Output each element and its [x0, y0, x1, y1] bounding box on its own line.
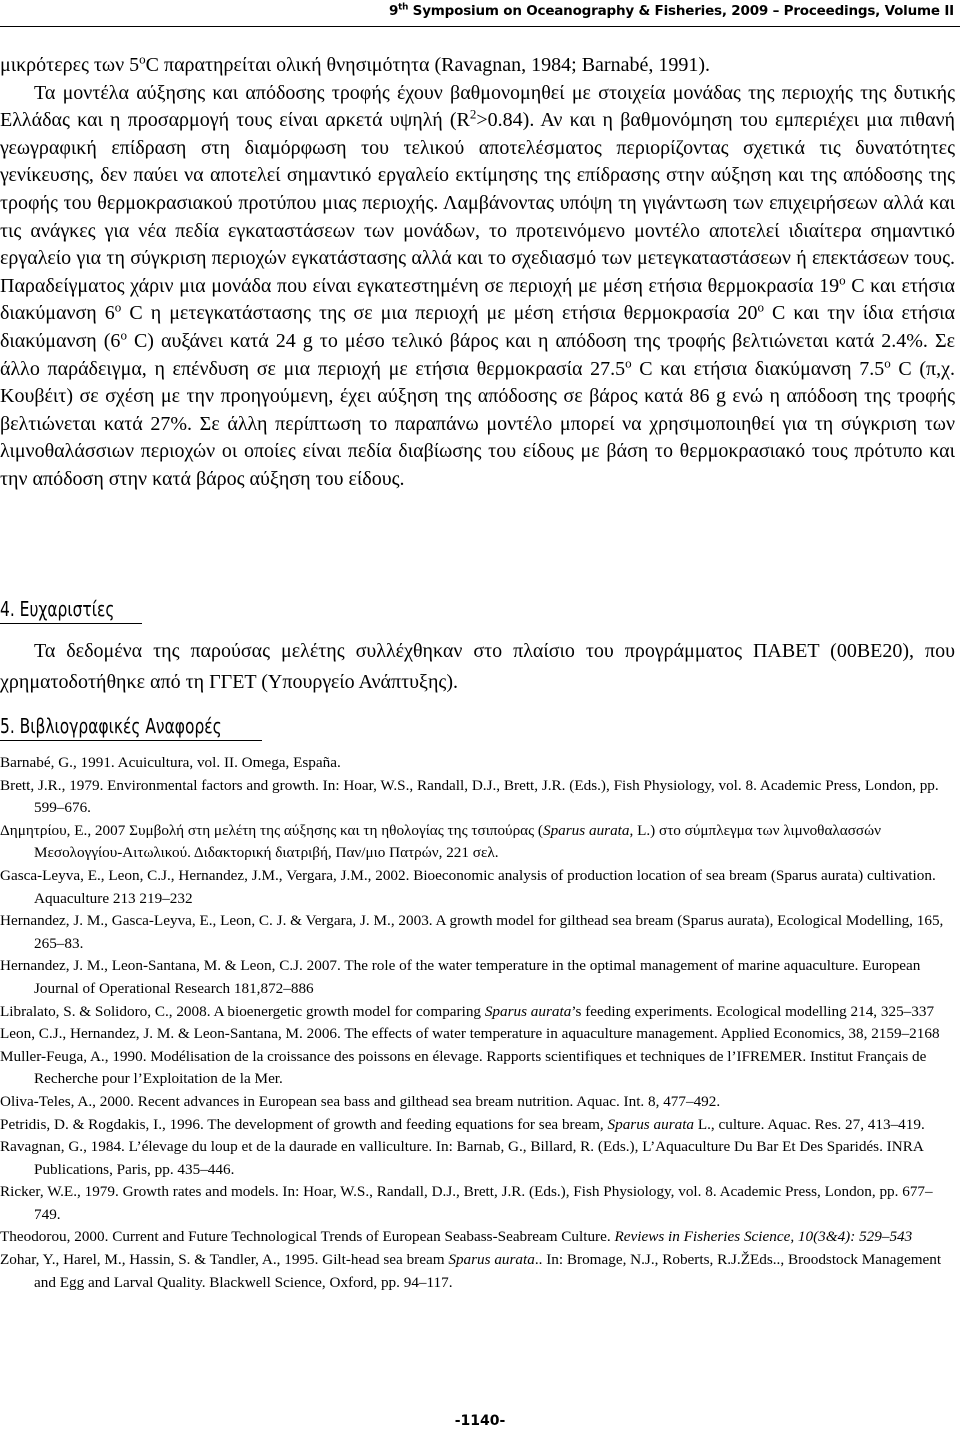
reference-item	[0, 1046, 955, 1091]
reference-text: Barnabé, G., 1991. Acuicultura, vol. II. Omega, España.	[0, 754, 341, 771]
reference-item	[0, 752, 955, 775]
reference-text: Gasca-Leyva, E., Leon, C.J., Hernandez, J.M., Vergara, J.M., 2002. Bioeconomic analysis of production location of sea bream (Sparus aurata) cultivation. Aquaculture 213 219–232	[0, 866, 936, 907]
paragraph-1	[0, 52, 955, 80]
reference-text: Δημητρίου, Ε., 2007 Συμβολή στη μελέτη της αύξησης και τη ηθολογίας της τσιπούρας (	[0, 821, 543, 839]
header-rule	[0, 26, 960, 27]
reference-text: Hernandez, J. M., Leon-Santana, M. & Leon, C.J. 2007. The role of the water temperature in the optimal management of marine aquaculture. European Journal of Operational Research 181,872–886	[0, 957, 921, 997]
reference-item	[0, 955, 955, 1000]
section-title: 5. Βιβλιογραφικές Αναφορές	[0, 714, 222, 738]
reference-item	[0, 820, 955, 865]
degree-sup: ο	[884, 354, 891, 370]
reference-list	[0, 752, 955, 1294]
degree-sup: ο	[625, 354, 632, 370]
reference-item	[0, 1001, 955, 1024]
text-run: C και ετήσια διακύμανση 7.5	[631, 357, 885, 380]
section-title: 4. Ευχαριστίες	[0, 597, 115, 621]
text-run: C και την ίδια ετήσια διακύμανση (6	[0, 302, 956, 352]
reference-item	[0, 1091, 955, 1114]
degree-sup: ο	[757, 299, 764, 315]
page-number: -1140-	[454, 1413, 506, 1429]
text-run: μικρότερες των 5	[0, 54, 140, 76]
superscript: 2	[469, 106, 477, 122]
acknowledgements-text	[0, 636, 955, 698]
reference-item	[0, 1249, 955, 1294]
text-run: C (π,χ. Κουβέιτ) σε σχέση με την προηγούμενη, έχει αύξηση της απόδοσης σε βάρος κατά 86 g ενώ η απόδοση της τροφής βελτιώνεται κατά 27%. Σε άλλη περίπτωση το παραπάνω μοντέλο μπορεί να χρησιμοποιηθεί για τη σύγκριση των λιμνοθαλάσσιων περιοχών οι οποίες είναι πεδία διαβίωσης του είδους με βάση το θερμοκρασιακό τους πρότυπο και την απόδοση στην κατά βάρος αύξηση του είδους.	[0, 357, 955, 490]
text-run: Τα μοντέλα αύξησης και απόδοσης τροφής έχουν βαθμονομηθεί με στοιχεία μονάδας της περιοχής της δυτικής Ελλάδας και η προσαρμογή τους είναι αρκετά υψηλή (R	[0, 81, 955, 132]
reference-text: Ravagnan, G., 1984. L’élevage du loup et de la daurade en valliculture. In: Barnab, G., Billard, R. (Eds.), L’Aquaculture Du Bar Et Des Sparidés. INRA Publications, Paris, pp. 435–446.	[0, 1138, 923, 1178]
paragraph: Τα δεδομένα της παρούσας μελέτης συλλέχθηκαν στο πλαίσιο του προγράμματος ΠΑΒΕΤ (00ΒΕ20), που χρηματοδοτήθηκε από τη ΓΓΕΤ (Υπουργείο Ανάπτυξης).	[0, 640, 955, 693]
text-run: C) αυξάνει κατά 24 g το μέσο τελικό βάρος και η απόδοση της τροφής βελτιώνεται κατά 2.4%. Σε άλλο παράδειγμα, η επένδυση σε μια περιοχή με ετήσια θερμοκρασία 27.5	[0, 329, 955, 380]
reference-italic: Sparus aurata	[448, 1251, 535, 1269]
header-ordinal: th	[398, 2, 409, 13]
degree-sup: ο	[139, 51, 146, 67]
reference-text: Libralato, S. & Solidoro, C., 2008. A bioenergetic growth model for comparing	[0, 1002, 485, 1020]
reference-item	[0, 1136, 955, 1181]
reference-text: Brett, J.R., 1979. Environmental factors and growth. In: Hoar, W.S., Randall, D.J., Brett, J.R. (Eds.), Fish Physiology, vol. 8. Academic Press, London, pp. 599–676.	[0, 776, 939, 817]
reference-text: Theodorou, 2000. Current and Future Technological Trends of European Seabass-Seabream Culture.	[0, 1228, 615, 1246]
section-references-heading	[0, 714, 955, 741]
reference-item	[0, 910, 955, 955]
reference-item	[0, 775, 955, 820]
degree-sup: ο	[114, 299, 122, 315]
header-number: 9	[388, 3, 399, 19]
reference-item	[0, 1023, 955, 1046]
reference-text: Ricker, W.E., 1979. Growth rates and models. In: Hoar, W.S., Randall, D.J., Brett, J.R. (Eds.), Fish Physiology, vol. 8. Academic Press, London, pp. 677–749.	[0, 1183, 933, 1223]
reference-text: Muller-Feuga, A., 1990. Modélisation de la croissance des poissons en élevage. Rapports scientifiques et techniques de l’IFREMER. Institut Français de Recherche pour l’Exploitation de la Mer.	[0, 1047, 927, 1088]
section-rule	[0, 740, 262, 741]
reference-italic: Sparus aurata	[484, 1002, 572, 1020]
degree-sup: ο	[120, 327, 127, 343]
text-run: C η μετεγκατάστασης της σε μια περιοχή με μέση ετήσια θερμοκρασία 20	[121, 302, 758, 325]
degree-sup: ο	[839, 272, 846, 288]
reference-text: Zohar, Y., Harel, M., Hassin, S. & Tandler, A., 1995. Gilt-head sea bream	[0, 1251, 449, 1269]
reference-italic: Reviews in Fisheries Science, 10(3&4): 529–543	[614, 1228, 913, 1246]
reference-text: .. In: Bromage, N.J., Roberts, R.J.ŽEds.., Broodstock Management and Egg and Larval Quality. Blackwell Science, Oxford, pp. 94–117.	[34, 1251, 942, 1291]
reference-text: , L.) στο σύμπλεγμα των λιμνοθαλασσών Μεσολογγίου-Αιτωλικού. Διδακτορική διατριβή, Παν/μιο Πατρών, 221 σελ.	[34, 821, 881, 862]
body-text	[0, 52, 955, 494]
running-header	[389, 3, 954, 19]
reference-text: Leon, C.J., Hernandez, J. M. & Leon-Santana, M. 2006. The effects of water temperature in aquaculture management. Applied Economics, 38, 2159–2168	[0, 1025, 940, 1043]
reference-text: ’s feeding experiments. Ecological modelling 214, 325–337	[571, 1002, 935, 1020]
section-acknowledgements-heading	[0, 597, 955, 624]
reference-item	[0, 865, 955, 910]
text-run: C παρατηρείται ολική θνησιμότητα (Ravagnan, 1984; Barnabé, 1991).	[145, 54, 710, 76]
reference-text: Oliva-Teles, A., 2000. Recent advances in European sea bass and gilthead sea bream nutrition. Aquac. Int. 8, 477–492.	[0, 1092, 721, 1110]
reference-item	[0, 1114, 955, 1137]
reference-italic: Sparus aurata	[607, 1115, 695, 1133]
reference-text: L., culture. Aquac. Res. 27, 413–419.	[694, 1115, 925, 1133]
reference-text: Petridis, D. & Rogdakis, I., 1996. The development of growth and feeding equations for sea bream,	[0, 1115, 608, 1133]
reference-text: Hernandez, J. M., Gasca-Leyva, E., Leon, C. J. & Vergara, J. M., 2003. A growth model for gilthead sea bream (Sparus aurata), Ecological Modelling, 165, 265–83.	[0, 912, 944, 952]
reference-italic: Sparus aurata	[542, 821, 630, 839]
text-run: C και ετήσια διακύμανση 6	[0, 274, 955, 325]
section-rule	[0, 623, 142, 624]
reference-item	[0, 1226, 955, 1249]
paragraph-2	[0, 80, 955, 494]
reference-item	[0, 1181, 955, 1226]
text-run: >0.84). Αν και η βαθμονόμηση του εμπεριέχει μια πιθανή γεωγραφική επίδραση στη διαμόρφωση του τελικού αποτελέσματος περιορίζοντας σχετικά τις δυνατότητες γενίκευσης, δεν παύει να αποτελεί σημαντικό εργαλείο εκτίμησης της επίδρασης στην αύξηση και της απόδοσης της τροφής του θερμοκρασιακού προτύπου μιας περιοχής. Λαμβάνοντας υπόψη τη γιγάντωση των επιχειρήσεων αλλά και τις ανάγκες για νέα πεδία εγκαταστάσεων των μονάδων, το προτεινόμενο μοντέλο αποτελεί ιδιαίτερα σημαντικό εργαλείο για τη σύγκριση περιοχών εγκατάστασης αλλά και το σχεδιασμό των μετεγκαταστάσεων ή επεκτάσεων τους. Παραδείγματος χάριν μια μονάδα που είναι εγκατεστημένη σε περιοχή με μέση ετήσια θερμοκρασία 19	[0, 109, 955, 297]
header-text: Symposium on Oceanography & Fisheries, 2009 – Proceedings, Volume II	[408, 3, 954, 19]
